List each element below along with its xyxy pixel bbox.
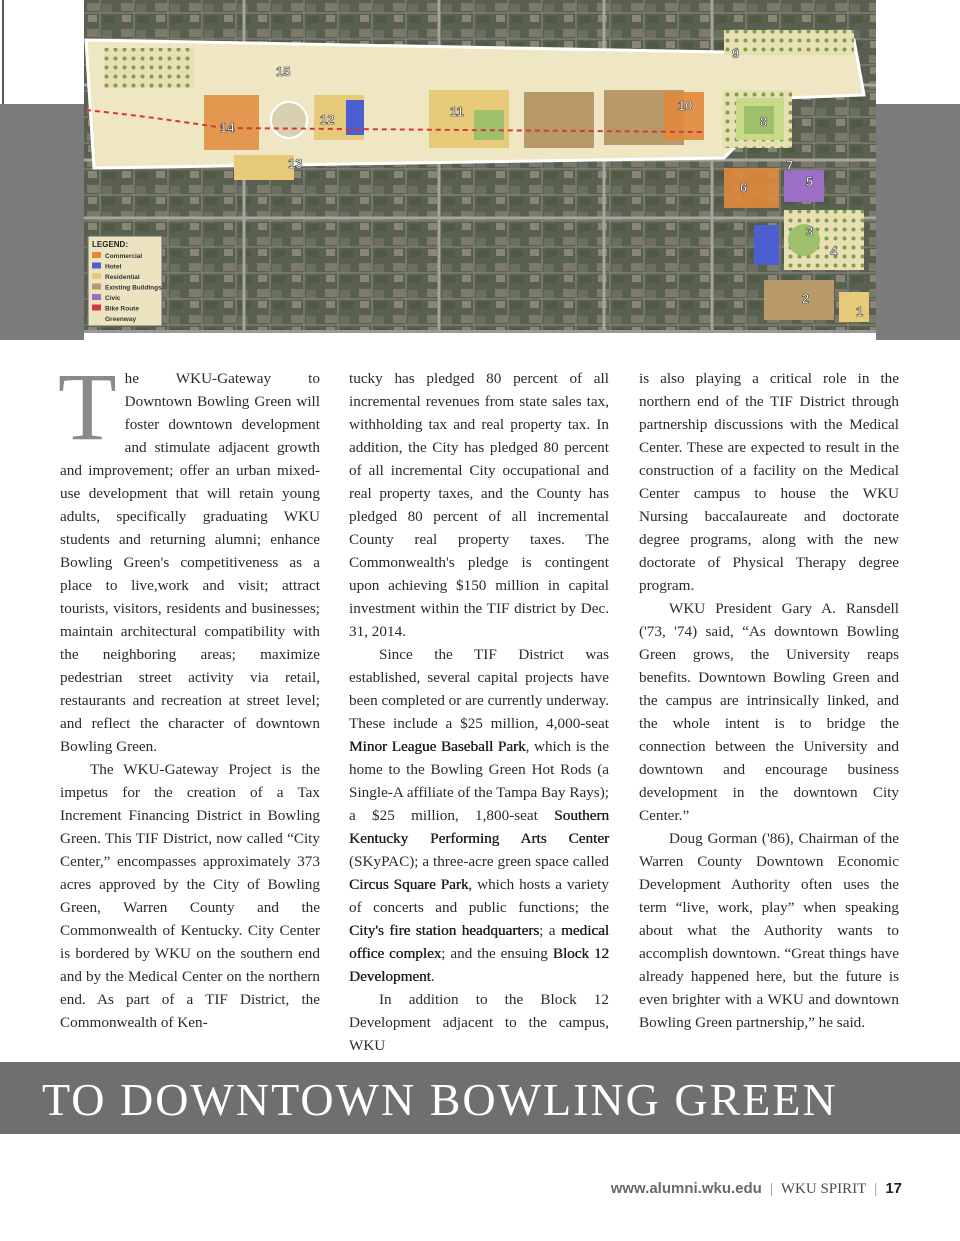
text-run: , which is the home to the Bowling Green Hot Rods (a Single-A affiliate of the Tampa Bay Rays); a $25 million, 1,800-seat bbox=[349, 738, 609, 824]
legend-swatch bbox=[92, 263, 101, 269]
legend-label: Residential bbox=[105, 274, 140, 281]
drop-cap: T bbox=[58, 353, 117, 460]
highlight-fire-station: City's fire station headquarters bbox=[349, 922, 540, 939]
highlight-medical-office: medical office complex bbox=[349, 922, 610, 962]
paragraph-block-12: In addition to the Block 12 Development adjacent to the campus, WKU bbox=[349, 991, 609, 1054]
parcel-number-9: 9 bbox=[732, 46, 740, 61]
legend-swatch bbox=[92, 294, 101, 300]
paragraph-gateway-project: The WKU-Gateway Project is the impetus for the creation of a Tax Increment Financing District in Bowling Green. This TIF District, now called “City Center,” encompasses approximately 373 acres approved by the City of Bowling Green, Warren County and the Commonwealth of Kentucky. City Center is bordered by WKU on the southern end and by the Medical Center on the northern end. As part of a TIF District, the Commonwealth of Ken- bbox=[60, 761, 320, 1031]
parcel-number-12: 12 bbox=[320, 112, 335, 127]
map-legend bbox=[88, 236, 162, 326]
parcel-number-7: 7 bbox=[786, 158, 794, 173]
legend-label: Bike Route bbox=[105, 305, 139, 313]
parcel-15-area bbox=[104, 48, 194, 88]
intro-text: he WKU-Gateway to Downtown Bowling Green will foster downtown development and stimulate adjacent growth and improvement; offer an urban mixed-use development that will retain young adults, specifically graduating WKU students and returning alumni; enhance Bowling Green's competitiveness as a place to live,work and visit; attract tourists, visitors, residents and businesses; maintain architectural compatibility with the neighboring areas; maximize pedestrian street activity via retail, restaurants and recreation at street level; and reflect the character of downtown Bowling Green. bbox=[60, 370, 320, 755]
text-run: , which hosts a variety of concerts and public functions; the bbox=[349, 876, 609, 916]
parcel-number-13: 13 bbox=[288, 156, 303, 171]
paragraph-capital-projects bbox=[349, 643, 609, 988]
highlight-baseball-park: Minor League Baseball Park bbox=[349, 738, 526, 755]
highlight-skypac: Southern Kentucky Performing Arts Center bbox=[349, 807, 609, 847]
text-run: ; and the ensuing bbox=[441, 945, 553, 962]
legend-label: Commercial bbox=[105, 253, 143, 260]
paragraph-intro bbox=[58, 353, 320, 758]
parcel-number-1: 1 bbox=[856, 304, 864, 319]
legend-swatch bbox=[92, 315, 101, 321]
left-gray-band bbox=[0, 104, 84, 340]
footer-publication: WKU SPIRIT bbox=[780, 1181, 867, 1197]
legend-label: Civic bbox=[105, 295, 121, 302]
left-edge-line bbox=[2, 0, 4, 104]
text-run: . bbox=[430, 968, 435, 985]
paragraph-medical-center: is also playing a critical role in the northern end of the TIF District through partnership discussions with the Medical Center. These are expected to result in the construction of a facility on the Medical Center campus to house the WKU Nursing baccalaureate and doctorate degree programs, along with the new doctorate of Physical Therapy degree program. bbox=[639, 370, 899, 594]
parcel-number-6: 6 bbox=[740, 180, 748, 195]
paragraph-tax-pledges: tucky has pledged 80 percent of all incremental revenues from state sales tax, withholding tax and real property tax. In addition, the City has pledged 80 percent of all incremental City occupational and real property taxes, and the County has pledged 80 percent of all incremental County real property taxes. The Commonwealth's pledge is contingent upon achieving $150 million in capital investment within the TIF district by Dec. 31, 2014. bbox=[349, 370, 609, 640]
legend-swatch bbox=[92, 305, 101, 311]
parcel-number-5: 5 bbox=[806, 174, 814, 189]
footer-separator: | bbox=[769, 1181, 773, 1197]
parcel-number-2: 2 bbox=[802, 291, 810, 306]
page-number: 17 bbox=[885, 1180, 902, 1197]
text-run: Since the TIF District was established, several capital projects have been completed or are currently underway. These include a $25 million, 4,000-seat bbox=[349, 646, 609, 732]
parcel-number-11: 11 bbox=[450, 104, 464, 119]
paragraph-president-quote: WKU President Gary A. Ransdell ('73, '74) said, “As downtown Bowling Green grows, the University reaps benefits. Downtown Bowling Green and the campus are intrinsically linked, and the whole intent is to bridge the connection between the University and downtown and encourage business development in the downtown City Center.” bbox=[639, 600, 899, 824]
banner-headline: TO DOWNTOWN BOWLING GREEN bbox=[42, 1074, 838, 1125]
parcel-number-8: 8 bbox=[760, 114, 768, 129]
paragraph-gorman-quote: Doug Gorman ('86), Chairman of the Warren County Downtown Economic Development Authority often uses the term “live, work, play” when speaking about what the Authority wants to accomplish downtown. “Great things have already happened here, but the future is even brighter with a WKU and downtown Bowling Green partnership,” he said. bbox=[639, 830, 899, 1031]
article-column-2 bbox=[349, 367, 609, 1057]
text-run: (SKyPAC); a three-acre green space called bbox=[349, 853, 609, 870]
text-run: ; a bbox=[539, 922, 561, 939]
legend-swatch bbox=[92, 273, 101, 279]
article-column-1 bbox=[58, 353, 320, 1034]
legend-label: Hotel bbox=[105, 263, 122, 271]
legend-title: LEGEND: bbox=[92, 240, 128, 249]
site-plan-map bbox=[84, 0, 876, 333]
parcel-number-4: 4 bbox=[830, 244, 838, 259]
footer-url[interactable]: www.alumni.wku.edu bbox=[610, 1180, 762, 1197]
legend-label: Existing Buildings bbox=[105, 284, 162, 292]
legend-label: Greenway bbox=[105, 316, 137, 323]
parcel-number-14: 14 bbox=[220, 120, 235, 135]
parcel-number-10: 10 bbox=[678, 98, 693, 113]
site-plan-svg bbox=[84, 0, 876, 330]
highlight-block-12: Block 12 Development bbox=[349, 945, 610, 985]
parcel-number-15: 15 bbox=[276, 64, 291, 79]
legend-swatch bbox=[92, 284, 101, 290]
page-footer bbox=[611, 1180, 902, 1198]
highlight-circus-square-park: Circus Square Park bbox=[349, 876, 469, 893]
footer-separator: | bbox=[874, 1181, 878, 1197]
right-gray-band bbox=[876, 104, 960, 340]
legend-swatch bbox=[92, 252, 101, 258]
parcel-number-3: 3 bbox=[806, 224, 814, 239]
article-column-3 bbox=[639, 367, 899, 1034]
